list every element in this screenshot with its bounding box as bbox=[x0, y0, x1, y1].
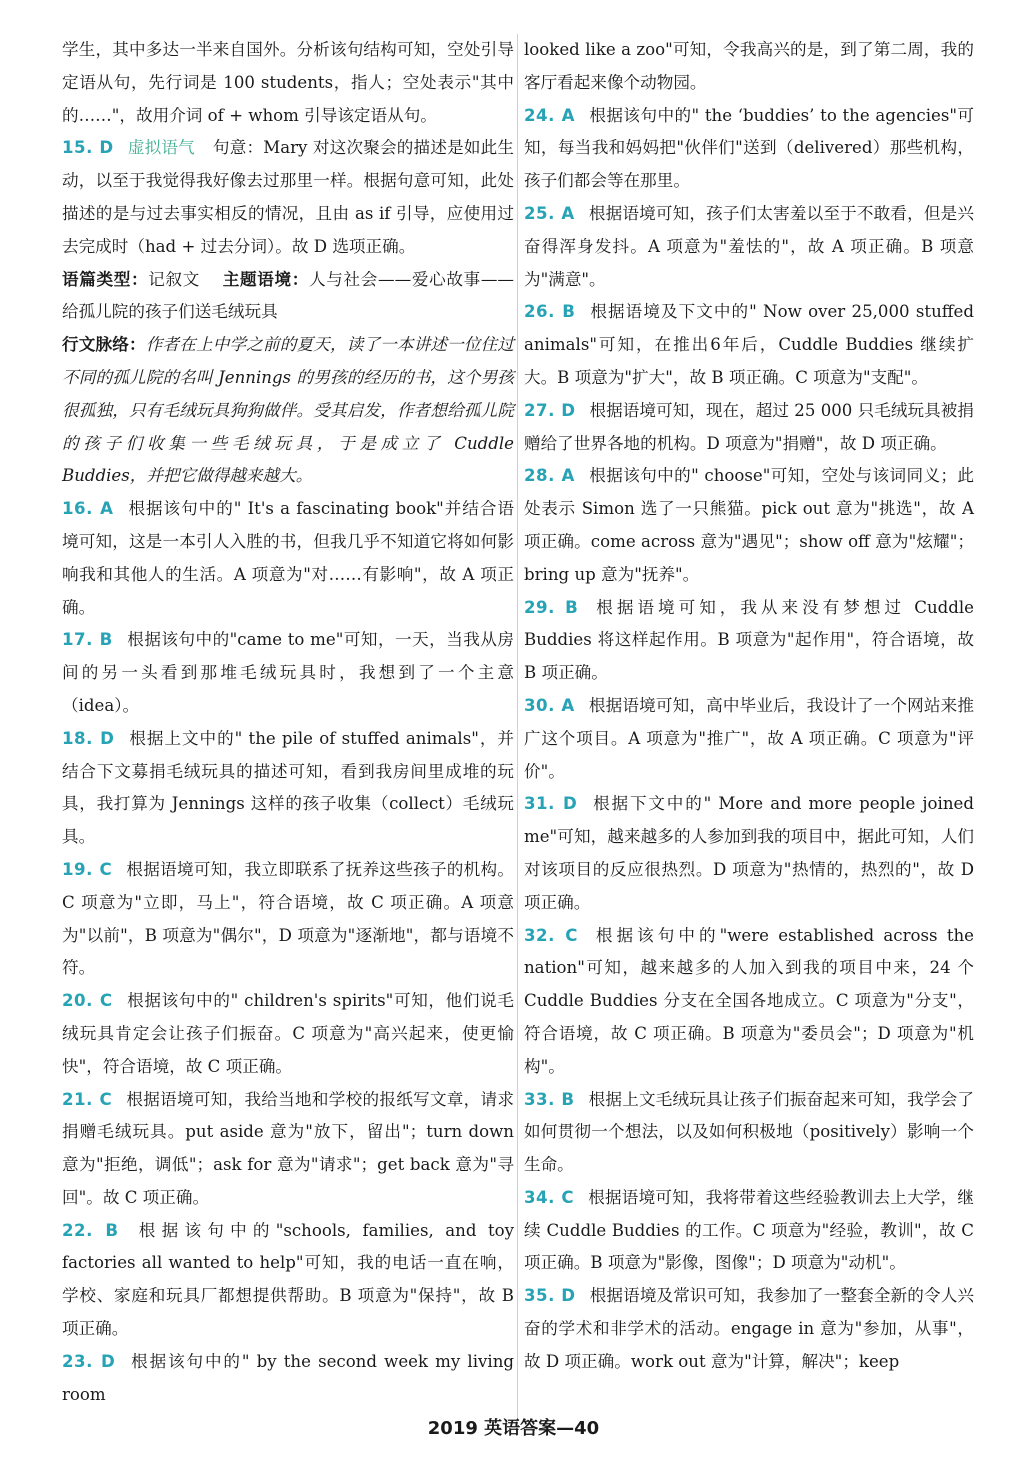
answer-number: 28. A bbox=[524, 466, 575, 486]
answer-34 bbox=[524, 1182, 974, 1280]
answer-20 bbox=[62, 985, 514, 1083]
answer-text: 根据上文中的" the pile of stuffed animals"，并结合下文募捐毛绒玩具的描述可知，看到我房间里成堆的玩具，我打算为 Jennings 这样的孩子收集（collect）毛绒玩具。 bbox=[62, 728, 514, 847]
answer-text: 句意：Mary 对这次聚会的描述是如此生动，以至于我觉得我好像去过那里一样。根据句意可知，此处描述的是与过去事实相反的情况，且由 as if 引导，应使用过去完成时（had + 过去分词）。故 D 选项正确。 bbox=[62, 138, 515, 256]
answer-text: 根据上文毛绒玩具让孩子们振奋起来可知，我学会了如何贯彻一个想法，以及如何积极地（positively）影响一个生命。 bbox=[524, 1089, 975, 1175]
answer-text: 根据语境可知，现在，超过 25 000 只毛绒玩具被捐赠给了世界各地的机构。D 项意为"捐赠"，故 D 项正确。 bbox=[524, 400, 974, 453]
answer-number: 22. B bbox=[62, 1220, 119, 1240]
column-divider bbox=[517, 34, 518, 1426]
answer-17 bbox=[62, 624, 514, 722]
answer-text: 根据语境可知，我给当地和学校的报纸写文章，请求捐赠毛绒玩具。put aside 意为"放下，留出"；turn down 意为"拒绝，调低"；ask for 意为"请求"；get back 意为"寻回"。故 C 项正确。 bbox=[62, 1089, 514, 1207]
answer-text: 根据该句中的"came to me"可知，一天，当我从房间的另一头看到那堆毛绒玩具时，我想到了一个主意（idea）。 bbox=[62, 630, 514, 715]
answer-text: 根据该句中的" by the second week my living room bbox=[62, 1351, 514, 1404]
answer-text: 根据该句中的" choose"可知，空处与该词同义；此处表示 Simon 选了一只熊猫。pick out 意为"挑选"，故 A 项正确。come across 意为"遇见"；show off 意为"炫耀"；bring up 意为"抚养"。 bbox=[524, 466, 975, 584]
answer-text: 根据语境可知，我将带着这些经验教训去上大学，继续 Cuddle Buddies 的工作。C 项意为"经验，教训"，故 C 项正确。B 项意为"影像，图像"；D 项意为"动机"。 bbox=[524, 1187, 974, 1273]
answer-number: 17. B bbox=[62, 630, 113, 650]
answer-number: 30. A bbox=[524, 695, 575, 715]
answer-24 bbox=[524, 100, 974, 198]
answer-28 bbox=[524, 460, 974, 591]
answer-number: 34. C bbox=[524, 1187, 575, 1207]
answer-text: 根据语境可知，孩子们太害羞以至于不敢看，但是兴奋得浑身发抖。A 项意为"羞怯的"，故 A 项正确。B 项意为"满意"。 bbox=[524, 203, 975, 289]
answer-number: 35. D bbox=[524, 1286, 576, 1306]
answer-15 bbox=[62, 132, 514, 263]
intro-paragraph: 学生，其中多达一半来自国外。分析该句结构可知，空处引导定语从句，先行词是 100 students，指人；空处表示"其中的……"，故用介词 of + whom 引导该定语从句。 bbox=[62, 40, 514, 125]
answer-21 bbox=[62, 1084, 514, 1215]
answer-16 bbox=[62, 493, 514, 624]
continued-paragraph: looked like a zoo"可知，令我高兴的是，到了第二周，我的客厅看起来像个动物园。 bbox=[524, 40, 974, 92]
answer-text: 根据语境及常识可知，我参加了一整套全新的令人兴奋的学术和非学术的活动。engage in 意为"参加，从事"，故 D 项正确。work out 意为"计算，解决"；keep bbox=[524, 1286, 975, 1371]
answer-31 bbox=[524, 788, 974, 919]
answer-number: 24. A bbox=[524, 105, 575, 125]
passage-type-label: 语篇类型： bbox=[62, 269, 149, 289]
answer-29 bbox=[524, 592, 974, 690]
answer-23 bbox=[62, 1346, 514, 1412]
answer-number: 32. C bbox=[524, 925, 578, 945]
answer-number: 20. C bbox=[62, 991, 113, 1011]
answer-number: 23. D bbox=[62, 1351, 116, 1371]
answer-text: 根据语境可知，高中毕业后，我设计了一个网站来推广这个项目。A 项意为"推广"，故 A 项正确。C 项意为"评价"。 bbox=[524, 695, 975, 781]
answer-32 bbox=[524, 920, 974, 1084]
passage-flow bbox=[62, 329, 514, 493]
answer-number: 15. D bbox=[62, 138, 114, 158]
answer-26 bbox=[524, 296, 974, 394]
answer-text: 根据语境可知，我立即联系了抚养这些孩子的机构。C 项意为"立即，马上"，符合语境，故 C 项正确。A 项意为"以前"，B 项意为"偶尔"，D 项意为"逐渐地"，都与语境不符。 bbox=[62, 859, 514, 978]
answer-number: 27. D bbox=[524, 400, 576, 420]
answer-number: 29. B bbox=[524, 597, 579, 617]
answer-33 bbox=[524, 1084, 974, 1182]
answer-text: 根据语境可知，我从来没有梦想过 Cuddle Buddies 将这样起作用。B 项意为"起作用"，符合语境，故 B 项正确。 bbox=[524, 597, 974, 683]
answer-text: 根据该句中的" children's spirits"可知，他们说毛绒玩具肯定会让孩子们振奋。C 项意为"高兴起来，使更愉快"，符合语境，故 C 项正确。 bbox=[62, 991, 514, 1076]
answer-number: 26. B bbox=[524, 302, 576, 322]
left-column bbox=[62, 34, 514, 1411]
answer-number: 25. A bbox=[524, 203, 575, 223]
answer-text: 根据语境及下文中的" Now over 25,000 stuffed animals"可知，在推出6年后，Cuddle Buddies 继续扩大。B 项意为"扩大"，故 B 项正确。C 项意为"支配"。 bbox=[524, 302, 974, 387]
flow-text: 作者在上中学之前的夏天，读了一本讲述一位住过不同的孤儿院的名叫 Jennings 的男孩的经历的书，这个男孩很孤独，只有毛绒玩具狗狗做伴。受其启发，作者想给孤儿院的孩子们收集一些毛绒玩具，于是成立了 Cuddle Buddies，并把它做得越来越大。 bbox=[62, 335, 515, 486]
theme-label: 主题语境： bbox=[222, 269, 309, 289]
answer-number: 21. C bbox=[62, 1089, 113, 1109]
answer-text: 根据该句中的" the ‘buddies’ to the agencies"可知，每当我和妈妈把"伙伴们"送到（delivered）那些机构，孩子们都会等在那里。 bbox=[524, 105, 975, 191]
answer-25 bbox=[524, 198, 974, 296]
answer-text: 根据该句中的" It's a fascinating book"并结合语境可知，这是一本引人入胜的书，但我几乎不知道它将如何影响我和其他人的生活。A 项意为"对……有影响"，故 A 项正确。 bbox=[62, 499, 515, 617]
answer-22 bbox=[62, 1215, 514, 1346]
theme-value: 人与社会——爱心故事——给孤儿院的孩子们送毛绒玩具 bbox=[62, 269, 515, 322]
answer-text: 根据该句中的"schools, families, and toy factories all wanted to help"可知，我的电话一直在响，学校、家庭和玩具厂都想提供帮助。B 项意为"保持"，故 B 项正确。 bbox=[62, 1220, 514, 1339]
page-footer: 2019 英语答案—40 bbox=[427, 1418, 600, 1439]
answer-number: 16. A bbox=[62, 499, 114, 519]
answer-text: 根据下文中的" More and more people joined me"可知，越来越多的人参加到我的项目中，据此可知，人们对该项目的反应很热烈。D 项意为"热情的，热烈的"，故 D 项正确。 bbox=[524, 794, 974, 912]
answer-number: 19. C bbox=[62, 859, 113, 879]
answer-text: 根据该句中的"were established across the nation"可知，越来越多的人加入到我的项目中来，24 个 Cuddle Buddies 分支在全国各地成立。C 项意为"分支"，符合语境，故 C 项正确。B 项意为"委员会"；D 项意为"机构"。 bbox=[524, 925, 974, 1076]
passage-meta bbox=[62, 264, 514, 330]
answer-27 bbox=[524, 395, 974, 461]
answer-number: 31. D bbox=[524, 794, 578, 814]
answer-19 bbox=[62, 854, 514, 985]
right-column bbox=[524, 34, 974, 1379]
answer-18 bbox=[62, 723, 514, 854]
grammar-tag: 虚拟语气 bbox=[127, 138, 195, 158]
flow-label: 行文脉络： bbox=[62, 335, 146, 355]
answer-30 bbox=[524, 690, 974, 788]
answer-number: 18. D bbox=[62, 728, 115, 748]
passage-type-value: 记叙文 bbox=[148, 269, 201, 289]
answer-number: 33. B bbox=[524, 1089, 575, 1109]
answer-35 bbox=[524, 1280, 974, 1378]
